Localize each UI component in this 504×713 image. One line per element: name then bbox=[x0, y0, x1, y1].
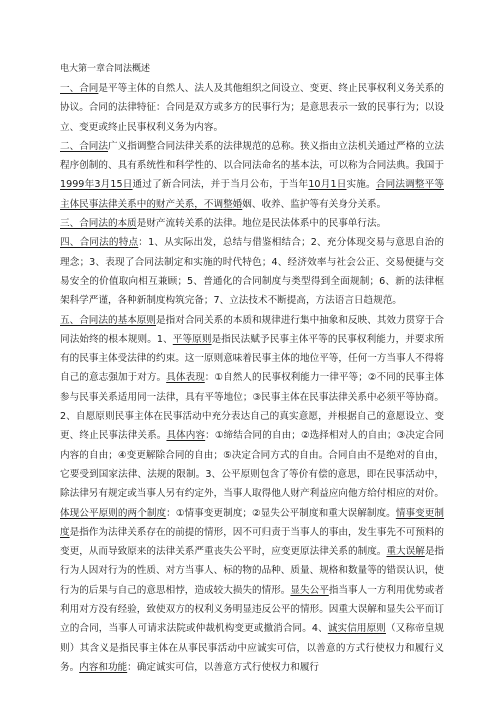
text-run: 是财产流转关系的法律。地位是民法体系中的民事单行法。 bbox=[136, 218, 387, 230]
underlined-text: 三、合同法的本质 bbox=[60, 218, 137, 230]
underlined-text: 10月1日 bbox=[308, 179, 347, 191]
text-run: 是指行为人因对行为的性质、对方当事人、标的物的品种、质量、规格和数量等的错误认识，使行为的后果与自己的意思相悖，造成较大损失的情形。 bbox=[60, 546, 445, 596]
text-run: 姻、收养、监护等有关身分关系。 bbox=[242, 198, 387, 210]
text-run: 指当事人一方利用优势或者利用对方没有经验，致使双方的权利义务明显违反公平的情形。因重大误解和显失公平而订立的合同，当事人可请求法院或仲裁机构变更或撤消合同。4、 bbox=[60, 584, 445, 635]
text-run: 实施。 bbox=[346, 179, 376, 191]
text-run: 是指对合同关系的本质和规律进行集中抽象和反映、其效力贯穿于合同法始终的根本规则。1、 bbox=[60, 314, 445, 345]
underlined-text: 具体内容 bbox=[166, 430, 206, 442]
underlined-text: 二、合同法 bbox=[60, 140, 109, 152]
text-run: 广义指调整合同法律关系的法律规范的总称。狭义指由立法机关通过严格的立法程序创制的、具有系统性和科学性的、以合同法命名的基本法，可以称为合同法典。我国于 bbox=[60, 140, 445, 172]
underlined-text: 重大误解 bbox=[386, 546, 425, 558]
text-run: 是指作为法律关系存在的前提的情形，因不可归责于当事人的事由，发生事先不可预料的变更，从而导致原来的法律关系严重丧失公平时，应变更原法律关系的制度。 bbox=[60, 526, 445, 558]
text-run: ：①情事变更制度；②显失公平制度和重大误解制度。 bbox=[166, 507, 396, 519]
text-run: 通过了新合同法，并于当月公布，于当年 bbox=[132, 179, 309, 191]
underlined-text: 一、合同 bbox=[60, 83, 99, 94]
text-run: ：1、从实际出发，总结与借鉴相结合；2、充分体现交易与意思自治的理念；3、表现了合同法制定和实施的时代特色；4、经济效率与社会公正、交易便捷与交易安全的价值取向相互兼顾；5、普通化的合同制度与类型得到全面规制；6、新的法律框架科学严谨，各种新制度构筑完备；7、立法技术不断提高，方法语言日趋规范。 bbox=[60, 237, 444, 307]
paragraph bbox=[60, 79, 444, 137]
underlined-text: 平等原则 bbox=[172, 333, 212, 345]
underlined-text: 具体表现 bbox=[166, 372, 205, 384]
text-run: ：①缔结合同的自由；②选择相对人的自由；③决定合同内容的自由；④变更解除合同的自由；⑤决定合同方式的自由。合同自由不是绝对的自由，它要受到国家法律、法规的限制。3、公平原则包含了等价有偿的意思，即在民事活动中，除法律另有规定或当事人另有约定外，当事人取得他人财产利益应向他方给付相应的对价。 bbox=[60, 430, 445, 500]
text-run: 是指民法赋予民事主体平等的民事权利能力，并要求所有的民事主体受法律的约束。这一原则意味着民事主体的地位平等，任何一方当事人不得将自己的意志强加于对方。 bbox=[60, 333, 445, 384]
underlined-text: 合同法调整平等主体民事法律关系中的财产关系，不调整婚 bbox=[60, 179, 444, 210]
underlined-text: 显失公平 bbox=[290, 584, 329, 596]
paragraph bbox=[60, 214, 444, 233]
underlined-text: 五、合同法的基本原则 bbox=[60, 314, 157, 326]
text-run: ：确定诚实可信，以善意方式行使权力和履行 bbox=[127, 661, 320, 673]
underlined-text: 内容和功能 bbox=[79, 661, 128, 673]
underlined-text: 1999年3月15日 bbox=[60, 179, 133, 191]
paragraph bbox=[60, 137, 444, 214]
text-run: 是平等主体的自然人、法人及其他组织之间设立、变更、终止民事权利义务关系的协议。合同的法律特征：合同是双方或多方的民事行为；是意思表示一致的民事行为；以设立、变更或终止民事权利义务为内容。 bbox=[60, 83, 445, 133]
paragraph bbox=[60, 233, 444, 310]
document-title: 电大第一章合同法概述 bbox=[60, 64, 151, 74]
text-run: （又称帝皇规则）其含义是指民事主体在从事民事活动中应诚实可信，以善意的方式行使权力和履行义务。 bbox=[60, 623, 445, 673]
underlined-text: 情事变更制度 bbox=[60, 507, 445, 538]
underlined-text: 体现公平原则的两个制度 bbox=[60, 507, 167, 519]
document-body bbox=[60, 79, 444, 677]
underlined-text: 四、合同法的特点 bbox=[60, 237, 139, 249]
underlined-text: 诚实信用原则 bbox=[327, 623, 386, 635]
paragraph bbox=[60, 311, 444, 678]
text-run: ：①自然人的民事权利能力一律平等；②不同的民事主体参与民事关系适用同一法律，具有平等地位；③民事主体在民事法律关系中必须平等协商。2、自愿原则民事主体在民事活动中充分表达自己的真实意愿，并根据自己的意愿设立、变更、终止民事法律关系。 bbox=[60, 372, 445, 442]
